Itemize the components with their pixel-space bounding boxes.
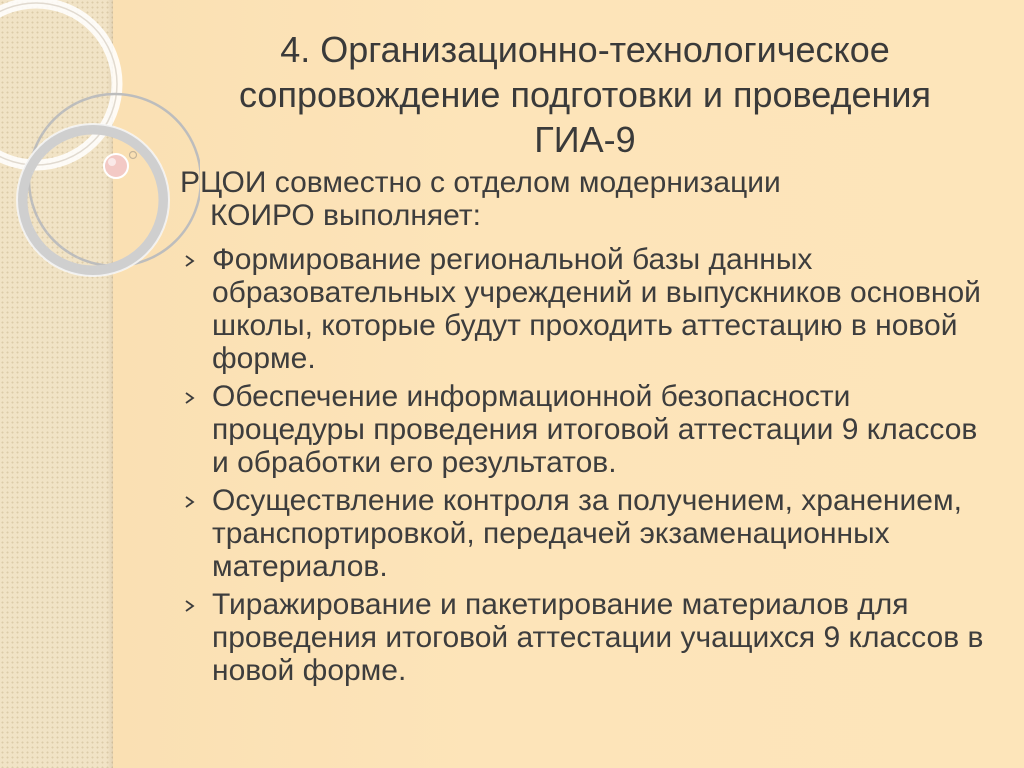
- bullet-item: [180, 588, 1000, 687]
- chevron-right-icon: [180, 380, 204, 413]
- bullet-text: Осуществление контроля за получением, хранением, транспортировкой, передачей экзаменационных материалов.: [212, 484, 962, 583]
- slide-title: 4. Организационно-технологическое сопровождение подготовки и проведения ГИА-9: [239, 29, 931, 160]
- intro-line-1: РЦОИ совместно с отделом модернизации: [180, 166, 781, 199]
- bullet-text: Тиражирование и пакетирование материалов для проведения итоговой аттестации учащихся 9 классов в новой форме.: [212, 588, 984, 687]
- chevron-right-icon: [180, 484, 204, 517]
- decorative-rings: [0, 0, 200, 320]
- small-ring-dot: [130, 152, 137, 159]
- slide-body: [180, 166, 1000, 692]
- chevron-right-icon: [180, 588, 204, 621]
- bullet-item: [180, 380, 1000, 479]
- bullet-item: [180, 484, 1000, 583]
- grey-ring: [22, 129, 164, 271]
- intro-line-2: КОИРО выполняет:: [210, 199, 481, 232]
- pink-dot: [104, 154, 128, 178]
- bullet-item: [180, 243, 1000, 375]
- bullet-text: Формирование региональной базы данных образовательных учреждений и выпускников основной школы, которые будут проходить аттестацию в новой форме.: [212, 243, 981, 375]
- intro-text: [180, 166, 1000, 232]
- chevron-right-icon: [180, 243, 204, 276]
- bullet-text: Обеспечение информационной безопасности процедуры проведения итоговой аттестации 9 классов и обработки его результатов.: [212, 380, 978, 479]
